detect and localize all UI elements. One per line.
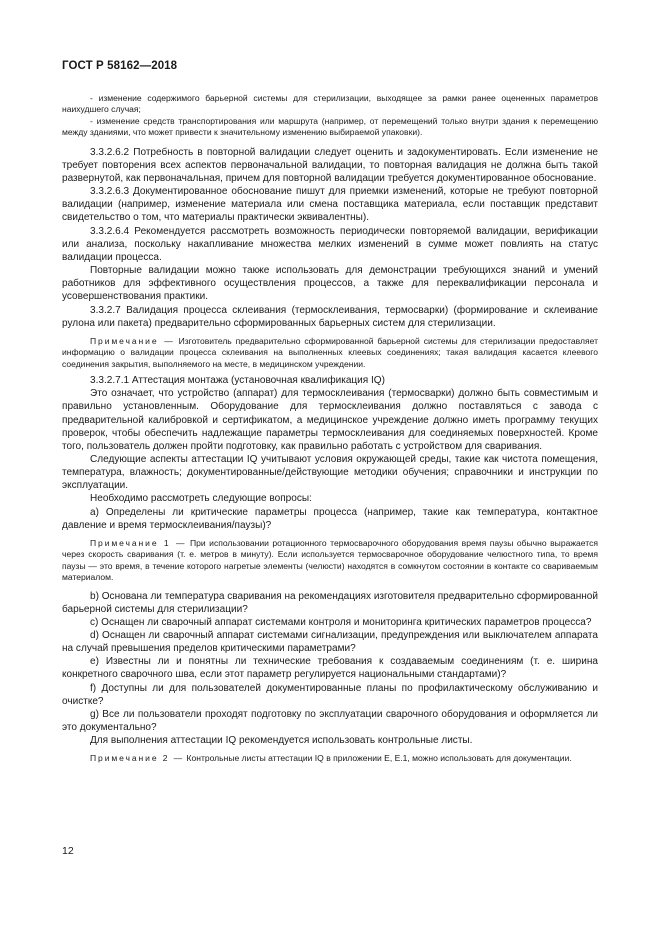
paragraph: Повторные валидации можно также использовать для демонстрации требующихся знаний и умений работников для эффективного осуществления процессов, а также для переквалификации персонала и усовершенствования практики. [62,265,598,303]
note-label: Примечание 2 — [90,753,185,764]
list-item: а) Определены ли критические параметры процесса (например, такие как температура, контактное давление и время термосклеивания/паузы)? [62,506,598,531]
paragraph: 3.3.2.7 Валидация процесса склеивания (термосклеивания, термосварки) (формирование и склеивание рулона или пакета) предварительно сформированных барьерных систем для стерилизации. [62,304,598,329]
list-item: - изменение средств транспортирования или маршрута (например, от перемещений только внутри здания к перемещению между зданиями, что может привести к значительному изменению выбираемой упаковки). [62,115,598,138]
page-number: 12 [62,845,74,857]
list-item: g) Все ли пользователи проходят подготовку по эксплуатации сварочного оборудования и оформляется ли это документально? [62,708,598,734]
note-text: Изготовитель предварительно сформированной барьерной системы для стерилизации предоставляет информацию о валидации процесса склеивания на выполненных клеевых соединениях; такая валидация касается клеевого соединения закрытия, выполняемого на месте, в медицинском учреждении. [62,335,598,369]
note [62,336,598,370]
note-label: Примечание — [90,335,175,346]
document-body [62,93,598,765]
note-text: При использовании ротационного термосварочного оборудования время паузы обычно выражается через скорость сваривания (т. е. метров в минуту). Если используется термосварочное оборудование челюстного типа, то время паузы — это время, в течение которого нагретые элементы (челюсти) находятся в сомкнутом состоянии в контакте со свариваемым материалом. [62,537,598,583]
list-item: c) Оснащен ли сварочный аппарат системами контроля и мониторинга критических параметров процесса? [90,616,592,628]
paragraph: Необходимо рассмотреть следующие вопросы: [90,493,312,505]
note [62,538,598,584]
paragraph: 3.3.2.6.2 Потребность в повторной валидации следует оценить и задокументировать. Если изменение не требует повторения всех аспектов первоначальной валидации, то повторная валидация не должна быть такой развернутой, как первоначальная, причем для повторной валидации требуется документированное обоснование. [62,146,598,184]
note-text: Контрольные листы аттестации IQ в приложении Е, Е.1, можно использовать для документации. [186,753,572,764]
paragraph: Следующие аспекты аттестации IQ учитывают условия окружающей среды, такие как чистота помещения, температура, влажность; документированные/действующие методики обучения; справочники и инструкции по эксплуатации. [62,453,598,492]
paragraph: Для выполнения аттестации IQ рекомендуется использовать контрольные листы. [90,735,473,747]
list-item: - изменение содержимого барьерной системы для стерилизации, выходящее за рамки ранее оцененных параметров наихудшего случая; [62,93,598,115]
list-item: f) Доступны ли для пользователей документированные планы по профилактическому обслуживанию и очистке? [62,682,598,707]
paragraph: Это означает, что устройство (аппарат) для термосклеивания (термосварки) должно быть совместимым и правильно установленным. Оборудование для термосклеивания должно поставляться с завода с предварительной калибровкой и сертификатом, а медицинское учреждение должно иметь программу текущих проверок, чтобы обеспечить надлежащие параметры термосклеивания для соединяемых поверхностей. Кроме того, пользователь должен пройти подготовку, как правильно работать с устройством для сваривания. [62,388,598,452]
list-item: b) Основана ли температура сваривания на рекомендациях изготовителя предварительно сформированной барьерной системы для стерилизации? [62,590,599,615]
list-item: e) Известны ли и понятны ли технические требования к создаваемым соединениям (т. е. ширина конкретного сварочного шва, если этот параметр регулируется национальными стандартами)? [62,656,598,681]
note-label: Примечание 1 — [90,537,187,548]
note [62,753,598,764]
list-item: d) Оснащен ли сварочный аппарат системами сигнализации, предупреждения или выключателем аппарата на случай превышения пределов критическими параметрами? [62,630,598,655]
section-heading: 3.3.2.7.1 Аттестация монтажа (установочная квалификация IQ) [90,375,385,387]
document-header: ГОСТ Р 58162—2018 [62,60,178,72]
paragraph: 3.3.2.6.3 Документированное обоснование пишут для приемки изменений, которые не требуют повторной валидации (например, изменение материала или смена поставщика материала, если поставщик представит свидетельство о том, что материалы практически эквивалентны). [62,186,598,224]
paragraph: 3.3.2.6.4 Рекомендуется рассмотреть возможность периодически повторяемой валидации, верификации или анализа, поскольку накапливание множества мелких изменений в сумме может повлиять на статус валидации процесса. [62,225,598,263]
